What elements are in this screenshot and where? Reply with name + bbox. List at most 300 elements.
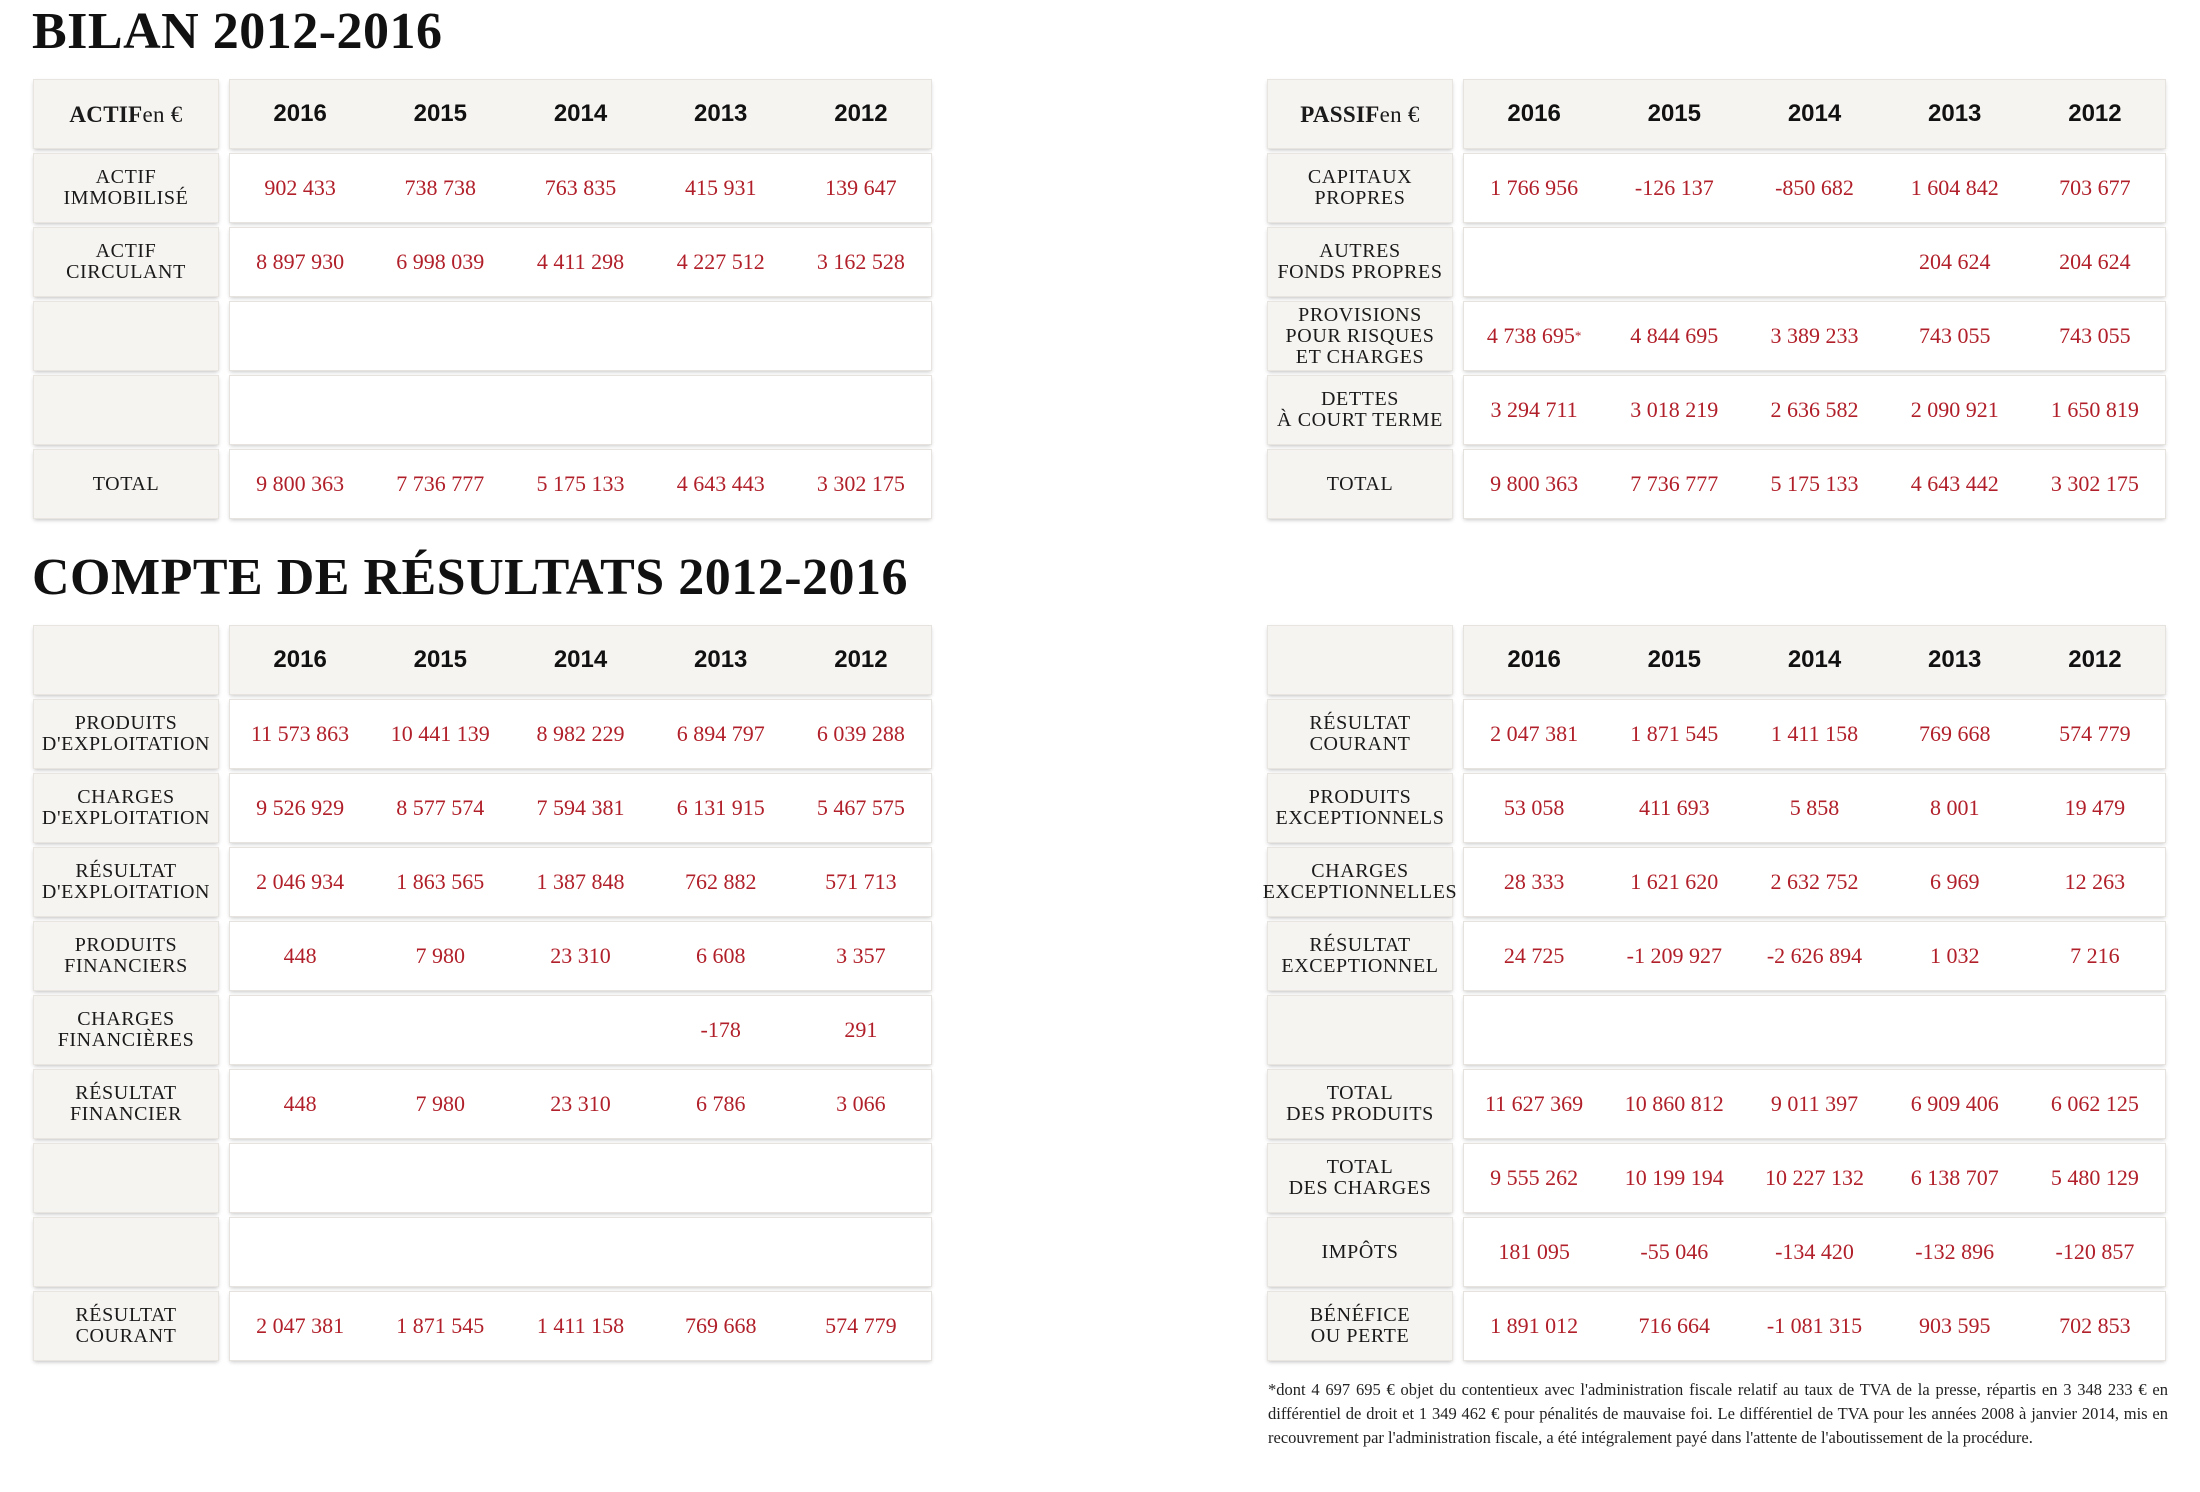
value-text: 5 858 — [1789, 795, 1840, 820]
value-text: 6 062 125 — [2050, 1091, 2139, 1116]
value-cell — [651, 700, 791, 768]
value-text: 8 001 — [1929, 795, 1980, 820]
value-cell — [1744, 1292, 1884, 1360]
table-row — [1268, 996, 2165, 1070]
value-text: 1 387 848 — [536, 869, 625, 894]
value-cell — [1604, 848, 1744, 916]
table-row — [1268, 1218, 2165, 1292]
table-row — [34, 996, 931, 1070]
year-header: 2013 — [694, 100, 748, 127]
row-label — [1268, 996, 1452, 1064]
year-header: 2015 — [1647, 100, 1701, 127]
table-row — [1268, 302, 2165, 376]
header-label — [34, 626, 218, 694]
value-text: 4 411 298 — [536, 249, 625, 274]
value-cell — [2025, 154, 2165, 222]
value-text: 3 066 — [836, 1091, 886, 1116]
row-label — [1268, 450, 1452, 518]
value-text: 6 131 915 — [676, 795, 765, 820]
value-cell — [1604, 1292, 1744, 1360]
value-cell — [1604, 376, 1744, 444]
row-label — [1268, 922, 1452, 990]
value-cell — [2025, 376, 2165, 444]
row-values — [230, 228, 931, 296]
table-row — [1268, 700, 2165, 774]
value-cell — [1885, 1144, 2025, 1212]
value-text: 5 175 133 — [536, 471, 625, 496]
row-values — [1464, 450, 2165, 518]
row-values — [1464, 376, 2165, 444]
year-header: 2014 — [553, 646, 608, 673]
value-cell — [1885, 154, 2025, 222]
value-text: 448 — [283, 1091, 317, 1116]
year-header: 2012 — [834, 646, 888, 673]
value-text: 9 800 363 — [1490, 471, 1579, 496]
value-text: 738 738 — [404, 175, 477, 200]
value-text: 9 555 262 — [1490, 1165, 1579, 1190]
row-label-text: IMPÔTS — [1321, 1240, 1399, 1263]
table-row — [34, 1218, 931, 1292]
value-text: 4 643 442 — [1910, 471, 1999, 496]
table-row — [34, 154, 931, 228]
value-text: 7 980 — [415, 943, 466, 968]
value-cell — [370, 376, 510, 444]
header-row — [1268, 80, 2165, 154]
value-cell — [370, 1144, 510, 1212]
year-header: 2012 — [2068, 646, 2122, 673]
year-header: 2016 — [273, 100, 327, 127]
value-cell — [370, 922, 510, 990]
value-text: -178 — [700, 1017, 741, 1042]
value-cell — [1885, 922, 2025, 990]
value-cell — [2025, 302, 2165, 370]
row-label — [1268, 228, 1452, 296]
value-cell — [1604, 450, 1744, 518]
value-cell — [510, 302, 650, 370]
value-cell — [2025, 848, 2165, 916]
value-cell — [230, 774, 370, 842]
row-label-text: PRODUITS D'EXPLOITATION — [41, 712, 211, 755]
value-cell — [510, 1218, 650, 1286]
value-cell — [510, 774, 650, 842]
row-label — [34, 376, 218, 444]
value-text: 762 882 — [684, 869, 757, 894]
value-cell — [2025, 1218, 2165, 1286]
header-label — [34, 80, 218, 148]
value-cell — [370, 228, 510, 296]
value-text: 2 632 752 — [1770, 869, 1859, 894]
row-values — [230, 302, 931, 370]
header-years — [1464, 626, 2165, 694]
table-row — [1268, 774, 2165, 848]
value-text: 53 058 — [1503, 795, 1565, 820]
value-cell — [1885, 302, 2025, 370]
value-text: 10 860 812 — [1624, 1091, 1724, 1116]
value-text: 10 199 194 — [1624, 1165, 1724, 1190]
value-text: 763 835 — [544, 175, 617, 200]
row-label — [34, 1218, 218, 1286]
value-cell — [1464, 376, 1604, 444]
value-text: 19 479 — [2064, 795, 2126, 820]
value-cell — [510, 450, 650, 518]
value-text: 6 786 — [695, 1091, 746, 1116]
year-header: 2015 — [1647, 646, 1701, 673]
value-cell — [230, 450, 370, 518]
value-text: 23 310 — [550, 1091, 611, 1116]
row-values — [1464, 1070, 2165, 1138]
row-values — [230, 1144, 931, 1212]
value-text: 5 467 575 — [816, 795, 905, 820]
value-text: 9 526 929 — [256, 795, 345, 820]
row-values — [230, 1218, 931, 1286]
value-text: 10 227 132 — [1765, 1165, 1864, 1190]
row-label-text: PRODUITS FINANCIERS — [64, 934, 188, 977]
value-text: -134 420 — [1775, 1239, 1854, 1264]
table-row — [1268, 1144, 2165, 1218]
value-text: 6 138 707 — [1910, 1165, 1999, 1190]
value-text: 4 227 512 — [676, 249, 765, 274]
value-text: 703 677 — [2059, 175, 2131, 200]
value-text: 1 604 842 — [1910, 175, 1999, 200]
value-text: 8 577 574 — [396, 795, 485, 820]
value-cell — [1885, 1070, 2025, 1138]
value-cell — [791, 996, 931, 1064]
row-label-text: PROVISIONS POUR RISQUES ET CHARGES — [1285, 303, 1435, 368]
row-label-text: TOTAL DES CHARGES — [1288, 1156, 1432, 1199]
value-text: 4 738 695 — [1486, 323, 1575, 348]
value-text: 743 055 — [2059, 323, 2131, 348]
value-cell — [651, 774, 791, 842]
value-text: 28 333 — [1503, 869, 1565, 894]
value-text: 12 263 — [2064, 869, 2126, 894]
value-cell — [791, 1218, 931, 1286]
value-text: 2 047 381 — [1490, 721, 1579, 746]
value-cell — [1604, 1070, 1744, 1138]
value-text: 2 090 921 — [1910, 397, 1999, 422]
value-text: 1 411 158 — [1770, 721, 1859, 746]
value-cell — [1885, 996, 2025, 1064]
value-cell — [230, 996, 370, 1064]
year-header: 2016 — [273, 646, 327, 673]
value-cell — [791, 1144, 931, 1212]
value-cell — [651, 1144, 791, 1212]
value-cell — [1604, 922, 1744, 990]
value-cell — [791, 1070, 931, 1138]
value-text: 903 595 — [1918, 1313, 1991, 1338]
row-label-text: TOTAL — [1326, 472, 1394, 495]
value-cell — [370, 302, 510, 370]
value-cell — [1885, 1292, 2025, 1360]
value-cell — [651, 1070, 791, 1138]
value-text: -2 626 894 — [1766, 943, 1863, 968]
year-header: 2015 — [413, 100, 467, 127]
row-label-text: TOTAL DES PRODUITS — [1286, 1082, 1434, 1125]
year-header: 2013 — [1928, 100, 1982, 127]
row-label-text: CHARGES D'EXPLOITATION — [41, 786, 211, 829]
value-text: 574 779 — [825, 1313, 897, 1338]
value-text: 4 643 443 — [676, 471, 765, 496]
row-label-text: RÉSULTAT COURANT — [1309, 712, 1411, 755]
value-cell — [230, 922, 370, 990]
table-row — [1268, 1292, 2165, 1366]
value-cell — [1885, 1218, 2025, 1286]
value-cell — [370, 1292, 510, 1360]
value-cell — [651, 1218, 791, 1286]
row-values — [1464, 1292, 2165, 1360]
value-cell — [230, 1144, 370, 1212]
value-text: -126 137 — [1634, 175, 1714, 200]
row-label-text: CAPITAUX PROPRES — [1307, 166, 1413, 209]
value-cell — [1885, 376, 2025, 444]
value-cell — [651, 922, 791, 990]
value-text: 9 011 397 — [1770, 1091, 1859, 1116]
value-text: 1 863 565 — [396, 869, 485, 894]
table-row — [1268, 1070, 2165, 1144]
row-label — [1268, 154, 1452, 222]
row-label — [34, 848, 218, 916]
value-cell — [1464, 302, 1604, 370]
header-label-bold: PASSIF — [1300, 101, 1380, 127]
value-cell — [1744, 996, 1884, 1064]
value-text: 702 853 — [2059, 1313, 2131, 1338]
table-row — [1268, 922, 2165, 996]
resultats-left-table — [34, 626, 931, 1366]
value-text: 6 608 — [695, 943, 746, 968]
value-cell — [230, 376, 370, 444]
row-values — [230, 376, 931, 444]
value-cell — [510, 1144, 650, 1212]
value-cell — [791, 1292, 931, 1360]
value-cell — [230, 848, 370, 916]
value-text: 8 897 930 — [256, 249, 345, 274]
row-label — [1268, 1218, 1452, 1286]
value-cell — [1604, 228, 1744, 296]
value-text: 24 725 — [1503, 943, 1565, 968]
value-cell — [2025, 1070, 2165, 1138]
row-values — [230, 1070, 931, 1138]
value-cell — [651, 1292, 791, 1360]
value-cell — [651, 450, 791, 518]
value-text: 902 433 — [264, 175, 336, 200]
footnote-marker: * — [1574, 328, 1582, 343]
row-label — [1268, 376, 1452, 444]
header-years — [1464, 80, 2165, 148]
value-cell — [1604, 774, 1744, 842]
value-cell — [1744, 376, 1884, 444]
value-text: 6 039 288 — [816, 721, 905, 746]
row-values — [230, 700, 931, 768]
value-text: 6 998 039 — [396, 249, 485, 274]
value-cell — [2025, 228, 2165, 296]
value-cell — [510, 700, 650, 768]
year-header: 2016 — [1507, 646, 1561, 673]
value-text: 1 766 956 — [1490, 175, 1579, 200]
value-cell — [510, 228, 650, 296]
value-cell — [1744, 1218, 1884, 1286]
value-cell — [1744, 228, 1884, 296]
value-cell — [370, 154, 510, 222]
value-text: 3 302 175 — [816, 471, 905, 496]
row-values — [230, 1292, 931, 1360]
value-text: 2 636 582 — [1770, 397, 1859, 422]
table-row — [1268, 228, 2165, 302]
actif-table — [34, 80, 931, 524]
value-cell — [510, 996, 650, 1064]
value-cell — [1885, 848, 2025, 916]
value-cell — [1885, 774, 2025, 842]
value-cell — [230, 302, 370, 370]
year-header: 2013 — [694, 646, 748, 673]
value-cell — [1464, 1144, 1604, 1212]
table-row — [34, 228, 931, 302]
value-cell — [1464, 996, 1604, 1064]
value-cell — [1604, 302, 1744, 370]
table-row — [34, 1070, 931, 1144]
year-header: 2014 — [1787, 100, 1842, 127]
row-values — [230, 996, 931, 1064]
row-values — [1464, 848, 2165, 916]
value-cell — [1464, 774, 1604, 842]
value-text: 204 624 — [2059, 249, 2131, 274]
header-label-unit: en € — [142, 101, 183, 127]
row-label-text: DETTES À COURT TERME — [1277, 388, 1443, 431]
row-values — [1464, 154, 2165, 222]
value-text: 9 800 363 — [256, 471, 345, 496]
header-row — [34, 626, 931, 700]
value-cell — [791, 700, 931, 768]
value-text: 3 389 233 — [1770, 323, 1859, 348]
table-row — [34, 302, 931, 376]
row-values — [1464, 302, 2165, 370]
table-row — [1268, 376, 2165, 450]
value-cell — [370, 700, 510, 768]
row-label-text: ACTIF IMMOBILISÉ — [63, 166, 189, 209]
value-cell — [510, 922, 650, 990]
value-cell — [651, 228, 791, 296]
value-text: 769 668 — [684, 1313, 757, 1338]
value-text: 716 664 — [1638, 1313, 1711, 1338]
value-cell — [2025, 774, 2165, 842]
value-cell — [1464, 228, 1604, 296]
row-label — [34, 774, 218, 842]
row-label — [1268, 774, 1452, 842]
value-text: 139 647 — [825, 175, 897, 200]
table-row — [34, 1292, 931, 1366]
value-text: 743 055 — [1918, 323, 1991, 348]
value-cell — [651, 302, 791, 370]
value-text: 291 — [844, 1017, 878, 1042]
header-years — [230, 80, 931, 148]
row-values — [230, 450, 931, 518]
row-label — [34, 302, 218, 370]
value-text: -132 896 — [1915, 1239, 1995, 1264]
value-cell — [651, 848, 791, 916]
table-row — [34, 848, 931, 922]
row-label — [1268, 1144, 1452, 1212]
value-cell — [1464, 1070, 1604, 1138]
value-cell — [1604, 996, 1744, 1064]
value-cell — [1744, 774, 1884, 842]
value-cell — [510, 848, 650, 916]
value-cell — [370, 450, 510, 518]
value-text: 7 980 — [415, 1091, 466, 1116]
table-row — [34, 376, 931, 450]
value-text: 11 573 863 — [251, 721, 350, 746]
row-label-text: TOTAL — [92, 472, 160, 495]
value-text: 5 480 129 — [2050, 1165, 2139, 1190]
value-text: 1 891 012 — [1490, 1313, 1579, 1338]
header-years — [230, 626, 931, 694]
value-cell — [370, 1070, 510, 1138]
value-text: 415 931 — [684, 175, 757, 200]
value-text: 1 871 545 — [1630, 721, 1719, 746]
footnote: *dont 4 697 695 € objet du contentieux avec l'administration fiscale relatif au taux de TVA de la presse, répartis en 3 348 233 € en différentiel de droit et 1 349 462 € pour pénalités de mauvaise foi. Le différentiel de TVA pour les années 2008 à janvier 2014, mis en recouvrement par l'administration fiscale, a été intégralement payé dans l'attente de l'aboutissement de la procédure. — [1268, 1380, 2168, 1447]
value-text: 7 736 777 — [396, 471, 485, 496]
row-label — [34, 1070, 218, 1138]
value-cell — [651, 154, 791, 222]
value-text: 574 779 — [2059, 721, 2131, 746]
value-text: 7 736 777 — [1630, 471, 1719, 496]
value-text: 6 969 — [1929, 869, 1980, 894]
row-label-text: RÉSULTAT D'EXPLOITATION — [41, 860, 211, 903]
value-text: 5 175 133 — [1770, 471, 1859, 496]
table-row — [34, 700, 931, 774]
row-label — [34, 228, 218, 296]
value-text: 3 302 175 — [2050, 471, 2139, 496]
value-text: 1 032 — [1929, 943, 1980, 968]
value-cell — [2025, 700, 2165, 768]
header-label-unit: en € — [1379, 101, 1420, 127]
row-values — [230, 922, 931, 990]
value-cell — [791, 450, 931, 518]
table-row — [1268, 154, 2165, 228]
year-header: 2013 — [1928, 646, 1982, 673]
value-cell — [1464, 1218, 1604, 1286]
row-label-text: RÉSULTAT EXCEPTIONNEL — [1281, 934, 1439, 977]
value-cell — [791, 774, 931, 842]
value-text: 7 216 — [2070, 943, 2120, 968]
value-text: 1 871 545 — [396, 1313, 485, 1338]
value-cell — [230, 228, 370, 296]
value-cell — [230, 154, 370, 222]
value-text: 4 844 695 — [1630, 323, 1719, 348]
header-label-bold: ACTIF — [69, 101, 143, 127]
row-label — [34, 996, 218, 1064]
row-label-text: AUTRES FONDS PROPRES — [1277, 240, 1443, 283]
table-row — [34, 1144, 931, 1218]
year-header: 2012 — [834, 100, 888, 127]
value-cell — [1744, 922, 1884, 990]
value-text: -1 209 927 — [1626, 943, 1722, 968]
value-text: 7 594 381 — [536, 795, 625, 820]
year-header: 2015 — [413, 646, 467, 673]
value-text: 6 894 797 — [676, 721, 765, 746]
value-text: 769 668 — [1918, 721, 1991, 746]
row-values — [1464, 228, 2165, 296]
value-cell — [1464, 1292, 1604, 1360]
value-cell — [651, 376, 791, 444]
value-text: 411 693 — [1638, 795, 1710, 820]
value-cell — [230, 1218, 370, 1286]
value-cell — [1604, 1218, 1744, 1286]
compte-de-resultats-title: COMPTE DE RÉSULTATS 2012-2016 — [32, 549, 909, 606]
value-text: -850 682 — [1775, 175, 1854, 200]
value-cell — [1464, 700, 1604, 768]
value-cell — [370, 774, 510, 842]
value-cell — [2025, 922, 2165, 990]
value-text: 10 441 139 — [390, 721, 490, 746]
header-row — [1268, 626, 2165, 700]
